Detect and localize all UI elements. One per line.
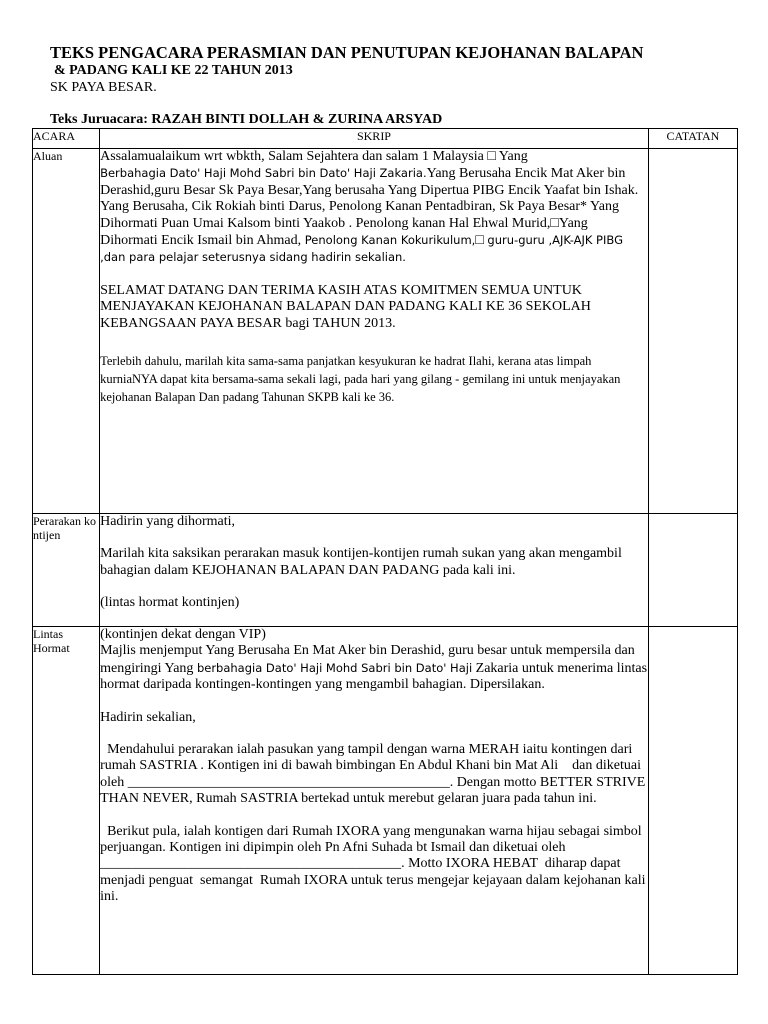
script-table xyxy=(32,128,738,975)
sastria-text: Mendahului perarakan ialah pasukan yang tampil dengan warna MERAH iaitu kontingen dari rumah SASTRIA . Kontigen ini di bawah bimbingan En Abdul Khani bin Mat Ali dan diketuai oleh ______________________________________________. Dengan motto BETTER STRIVE THAN NEVER, Rumah SASTRIA bertekad untuk merebut gelaran juara pada tahun ini. xyxy=(100,742,649,807)
acara-cell: Aluan xyxy=(33,149,100,514)
school-name: SK PAYA BESAR. xyxy=(50,80,157,95)
placeholder-glyph: □ xyxy=(550,215,559,231)
kontinjen-note: (kontinjen dekat dengan VIP) xyxy=(100,627,266,642)
table-row xyxy=(33,149,738,514)
hadirin-sekalian-text: Hadirin sekalian, xyxy=(100,709,196,725)
hadirin-text: Hadirin yang dihormati, xyxy=(100,514,236,529)
placeholder-glyph: □ xyxy=(487,149,496,164)
selamat-datang-text: SELAMAT DATANG DAN TERIMA KASIH ATAS KOMITMEN SEMUA UNTUK MENJAYAKAN KEJOHANAN BALAPAN DAN PADANG KALI KE 36 SEKOLAH KEBANGSAAN PAYA BESAR bagi TAHUN 2013. xyxy=(100,282,591,331)
juruacara-line: Teks Juruacara: RAZAH BINTI DOLLAH & ZURINA ARSYAD xyxy=(50,112,443,127)
header-catatan: CATATAN xyxy=(648,129,737,149)
skrip-cell xyxy=(100,514,649,627)
catatan-cell xyxy=(648,149,737,514)
header-skrip: SKRIP xyxy=(100,129,649,149)
catatan-cell xyxy=(648,514,737,627)
acara-cell: Lintas Hormat xyxy=(33,627,100,975)
aluan-greeting: Assalamualaikum wrt wbkth, Salam Sejahtera dan salam 1 Malaysia □ Yang Berbahagia Dato' Haji Mohd Sabri bin Dato' Haji Zakaria.Yang Berusaha Encik Mat Aker bin Derashid,guru Besar Sk Paya Besar,Yang berusaha Yang Dipertua PIBG Encik Yaafat bin Ishak. Yang Berusaha, Cik Rokiah binti Darus, Penolong Kanan Pentadbiran, Sk Paya Besar* Yang Dihormati Puan Umai Kalsom binti Yaakob . Penolong kanan Hal Ehwal Murid,□Yang Dihormati Encik Ismail bin Ahmad, Penolong Kanan Kokurikulum,□ guru-guru ,AJK-AJK PIBG ,dan para pelajar seterusnya sidang hadirin sekalian. xyxy=(100,149,639,265)
table-row xyxy=(33,514,738,627)
skrip-cell xyxy=(100,627,649,975)
table-header-row xyxy=(33,129,738,149)
terlebih-dahulu-text: Terlebih dahulu, marilah kita sama-sama panjatkan kesyukuran ke hadrat Ilahi, kerana atas limpah kurniaNYA dapat kita bersama-sama sekali lagi, pada hari yang gilang - gemilang ini untuk menjayakan kejohanan Balapan Dan padang Tahunan SKPB kali ke 36. xyxy=(100,354,621,405)
jemputan-text: Majlis menjemput Yang Berusaha En Mat Aker bin Derashid, guru besar untuk mempersila dan mengiringi Yang berbahagia Dato' Haji Mohd Sabri bin Dato' Haji Zakaria untuk menerima lintas hormat daripada kontingen-kontingen yang mengambil bahagian. Dipersilakan. xyxy=(100,643,648,693)
catatan-cell xyxy=(648,627,737,975)
perarakan-text: Marilah kita saksikan perarakan masuk kontijen-kontijen rumah sukan yang akan mengambil bahagian dalam KEJOHANAN BALAPAN DAN PADANG pada kali ini. xyxy=(100,546,622,578)
ixora-text: Berikut pula, ialah kontigen dari Rumah IXORA yang mengunakan warna hijau sebagai simbol perjuangan. Kontigen ini dipimpin oleh Pn Afni Suhada bt Ismail dan diketuai oleh ___________________________________________. Motto IXORA HEBAT diharap dapat menjadi penguat semangat Rumah IXORA untuk terus mengejar kejayaan dalam kejohanan kali ini. xyxy=(100,823,650,905)
placeholder-glyph: □ xyxy=(475,233,484,249)
header-acara: ACARA xyxy=(33,129,100,149)
lintas-note: (lintas hormat kontinjen) xyxy=(100,595,240,611)
acara-cell: Perarakan kontijen xyxy=(33,514,100,627)
document-title: TEKS PENGACARA PERASMIAN DAN PENUTUPAN KEJOHANAN BALAPAN xyxy=(50,43,644,62)
skrip-cell xyxy=(100,149,649,514)
document-subtitle: & PADANG KALI KE 22 TAHUN 2013 xyxy=(54,63,293,78)
table-row xyxy=(33,627,738,975)
